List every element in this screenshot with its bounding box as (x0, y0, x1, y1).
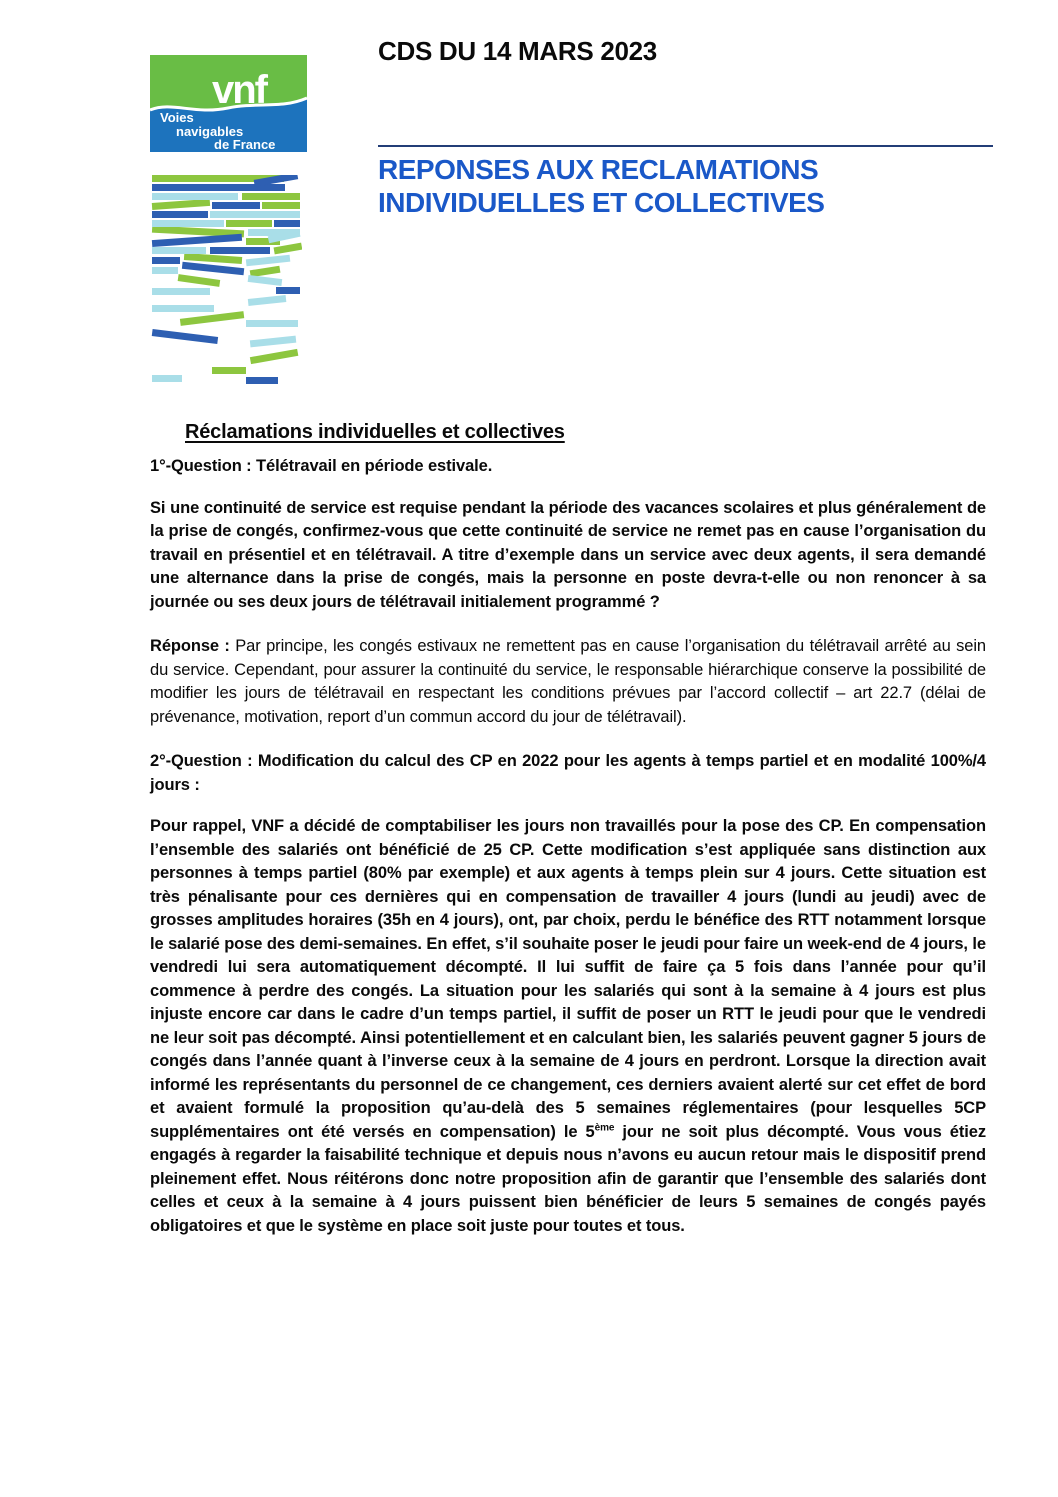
question-2-body (150, 815, 986, 1238)
question-1-label: 1°-Question : Télétravail en période estivale. (150, 457, 493, 475)
question-1-body: Si une continuité de service est requise pendant la période des vacances scolaires et plus généralement de la prise de congés, confirmez-vous que cette continuité de service ne remet pas en cause l’organisation du travail en présentiel et en télétravail. A titre d’exemple dans un service avec deux agents, il sera demandé une alternance dans la prise de congés, mais la personne en poste devra-t-elle ou non renoncer à sa journée ou ses deux jours de télétravail initialement programmé ? (150, 498, 986, 611)
question-2-body-part1: Pour rappel, VNF a décidé de comptabiliser les jours non travaillés pour la pose des CP. En compensation l’ensemble des salariés ont bénéficié de 25 CP. Cette modification s’est appliquée sans distinction aux personnes à temps partiel (80% par exemple) et aux agents à temps plein sur 4 jours. Cette situation est très pénalisante pour ces dernières qui en compensation de travailler 4 jours (lundi au jeudi) avec de grosses amplitudes horaires (35h en 4 jours), ont, par choix, perdu le bénéfice des RTT notamment lorsque le salarié pose des demi-semaines. En effet, s’il souhaite poser le jeudi pour faire un week-end de 4 jours, le vendredi lui sera automatiquement décompté. Il lui suffit de faire ça 5 fois dans l’année pour qu’il commence à perdre des congés. La situation pour les salariés qui sont à la semaine à 4 jours est plus injuste encore car dans le cadre d’un temps partiel, il suffit de poser un RTT le jeudi pour que le vendredi ne leur soit pas décompté. Ainsi potentiellement et en calculant bien, les salariés peuvent gagner 5 jours de congés dans l’année quant à l’inverse ceux à la semaine de 4 jours en perdront. Lorsque la direction avait informé les représentants du personnel de ce changement, ces derniers avaient alerté sur cet effet de bord et avaient formulé la proposition qu’au-delà des 5 semaines réglementaires (pour lesquelles 5CP supplémentaires ont été versés en compensation) le 5 (150, 817, 986, 1141)
answer-1-body: Par principe, les congés estivaux ne remettent pas en cause l’organisation du télétravail arrêté au sein du service. Cependant, pour assurer la continuité du service, le responsable hiérarchique conserve la possibilité de modifier les jours de télétravail en respectant les conditions prévues par l’accord collectif – art 22.7 (délai de prévenance, motivation, report d’un commun accord du jour de télétravail). (150, 637, 986, 726)
answer-1-label: Réponse : (150, 637, 230, 655)
answer-1 (150, 635, 986, 729)
question-2-body-part2: jour ne soit plus décompté. Vous vous étiez engagés à regarder la faisabilité technique et depuis nous n’avons eu aucun retour mais le dispositif prend pleinement effet. Nous réitérons donc notre proposition afin de garantir que l’ensemble des salariés dont celles et ceux à la semaine à 4 jours puissent bien bénéficier de leurs 5 semaines de congés payés obligatoires et que le système en place soit juste pour toutes et tous. (150, 1122, 986, 1235)
logo-acronym: vnf (212, 68, 266, 112)
decorative-strips (150, 175, 302, 387)
section-heading: Réclamations individuelles et collectives (185, 421, 565, 443)
question-2-superscript: ème (594, 1122, 615, 1133)
doc-subtitle-line1: REPONSES AUX RECLAMATIONS (378, 154, 819, 185)
logo-name-line1: Voies (160, 110, 194, 125)
logo-name-line2: navigables (176, 124, 244, 139)
doc-subtitle (378, 153, 824, 219)
vnf-logo-graphic (150, 55, 307, 152)
strips-graphic (150, 175, 302, 387)
doc-title: CDS DU 14 MARS 2023 (378, 36, 657, 66)
vnf-logo (150, 55, 307, 152)
header-divider (378, 145, 993, 147)
document-body (150, 421, 986, 1259)
logo-name-line3: de France (214, 137, 276, 152)
question-2-label: 2°-Question : Modification du calcul des CP en 2022 pour les agents à temps partiel et en modalité 100%/4 jours : (150, 752, 986, 794)
doc-subtitle-line2: INDIVIDUELLES ET COLLECTIVES (378, 187, 825, 218)
